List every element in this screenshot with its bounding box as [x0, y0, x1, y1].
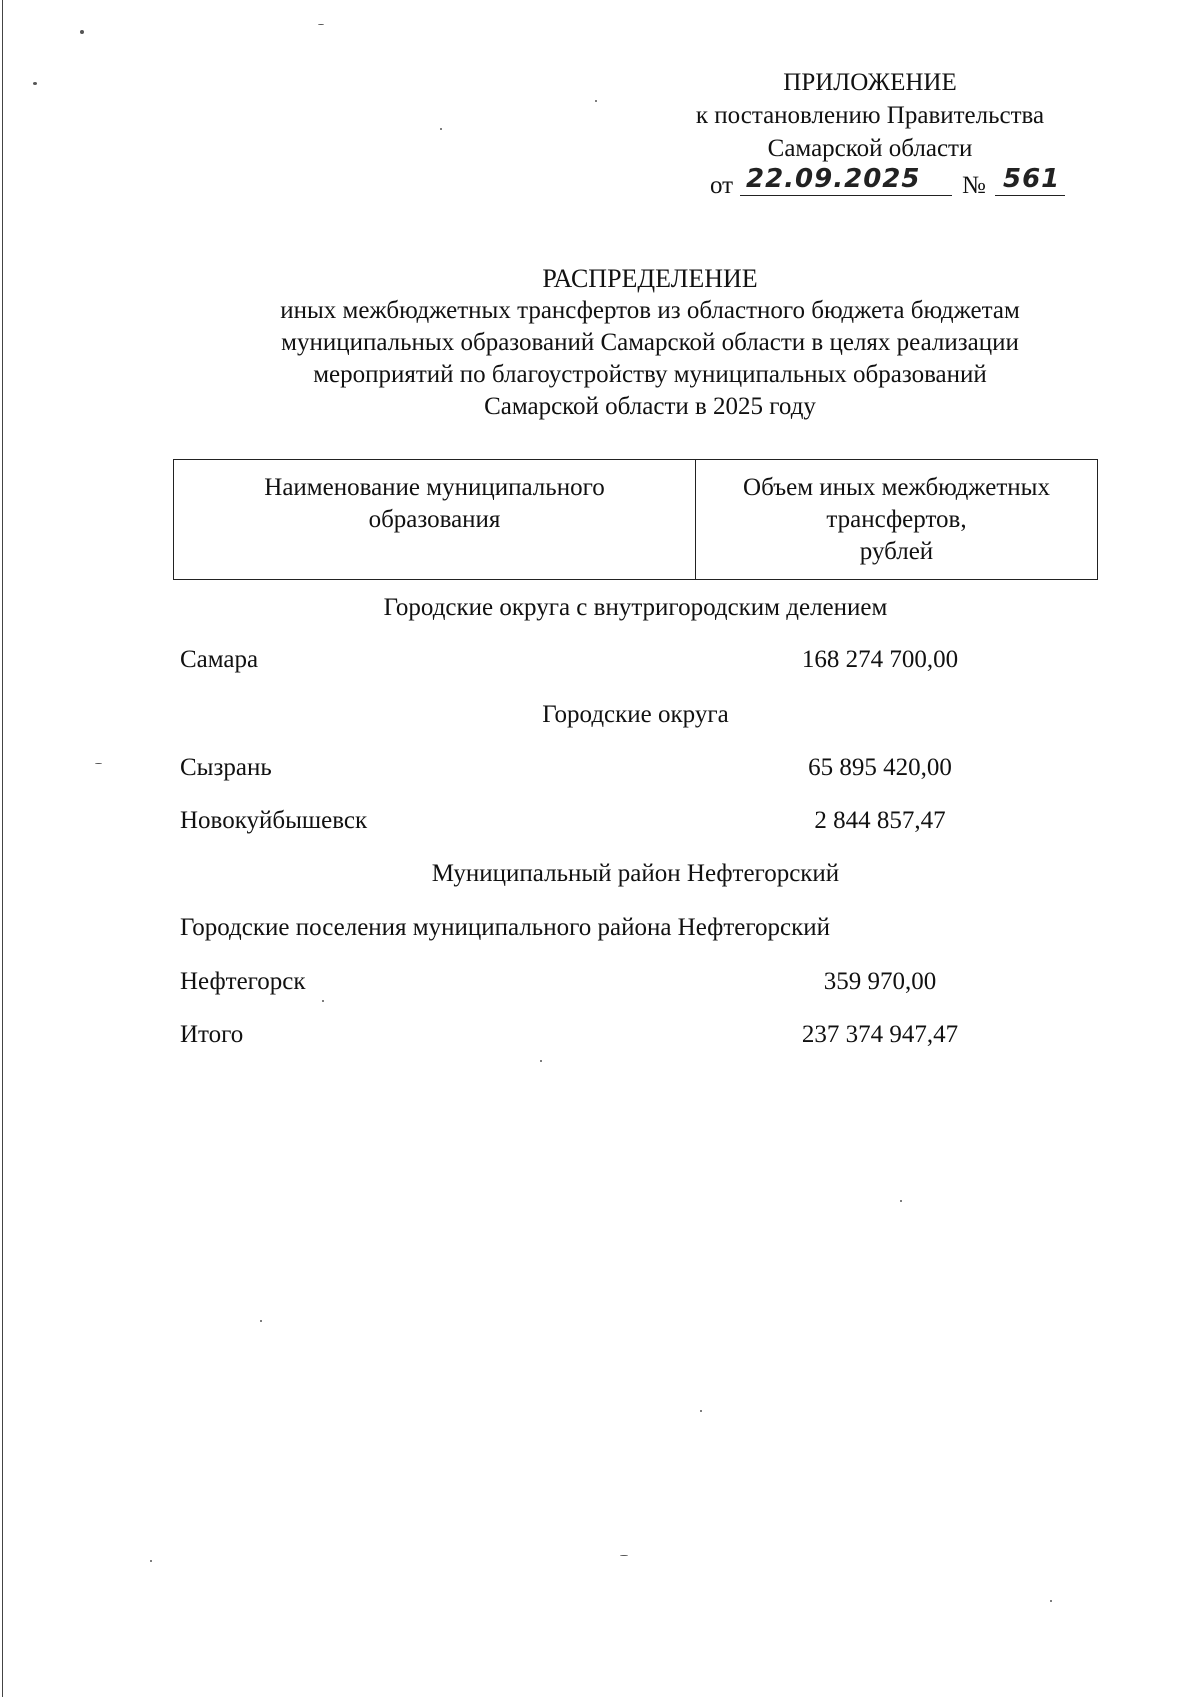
scan-speck [150, 1560, 152, 1562]
scan-speck [80, 30, 84, 34]
appendix-title: ПРИЛОЖЕНИЕ [783, 69, 957, 96]
document-subtitle-line: иных межбюджетных трансфертов из областного бюджета бюджетам [280, 297, 1020, 324]
row-amount: 2 844 857,47 [814, 807, 946, 834]
header-cell-name-line: Наименование муниципального [264, 474, 605, 501]
header-cell-amount-line: трансфертов, [826, 506, 967, 533]
total-amount: 237 374 947,47 [801, 1021, 959, 1048]
handwritten-date: 22.09.2025 [746, 164, 921, 194]
document-subtitle-line: муниципальных образований Самарской области в целях реализации [281, 329, 1019, 356]
section-subtitle: Городские поселения муниципального района Нефтегорский [180, 914, 830, 941]
row-name: Сызрань [180, 754, 272, 781]
header-cell-amount-line: Объем иных межбюджетных [743, 474, 1050, 501]
scan-speck [95, 763, 102, 764]
header-cell-name [174, 460, 696, 579]
date-field [740, 165, 952, 196]
total-label: Итого [180, 1021, 244, 1048]
document-subtitle-line: мероприятий по благоустройству муниципальных образований [313, 361, 987, 388]
scan-speck [1050, 1600, 1052, 1602]
scan-speck [540, 1060, 542, 1062]
section-title: Муниципальный район Нефтегорский [431, 860, 840, 887]
handwritten-number: 561 [1003, 164, 1061, 194]
row-name: Нефтегорск [180, 968, 306, 995]
page-left-edge [2, 0, 3, 1697]
number-label: № [962, 172, 986, 199]
document-heading: РАСПРЕДЕЛЕНИЕ [542, 264, 758, 293]
appendix-date-line [620, 165, 1120, 203]
scan-speck [33, 82, 37, 85]
appendix-line-1: к постановлению Правительства [695, 102, 1045, 129]
scan-speck [700, 1410, 702, 1412]
header-cell-amount-line: рублей [859, 538, 934, 565]
row-name: Новокуйбышевск [180, 807, 368, 834]
row-name: Самара [180, 646, 259, 673]
table-header [173, 459, 1098, 580]
scan-speck [322, 1000, 324, 1002]
header-cell-name-line: образования [368, 506, 501, 533]
document-title-block [200, 263, 1100, 423]
header-cell-amount [696, 460, 1097, 579]
section-title: Городские округа [542, 701, 729, 728]
section-title: Городские округа с внутригородским делением [383, 594, 888, 621]
scan-speck [260, 1320, 262, 1322]
scan-speck [620, 1555, 628, 1556]
date-prefix: от [710, 172, 734, 199]
appendix-line-2: Самарской области [767, 135, 973, 162]
appendix-header [620, 66, 1120, 203]
row-amount: 168 274 700,00 [801, 646, 959, 673]
scan-speck [440, 128, 442, 130]
document-subtitle-line: Самарской области в 2025 году [484, 393, 816, 420]
row-amount: 359 970,00 [823, 968, 937, 995]
scan-speck [318, 24, 324, 25]
scan-speck [595, 100, 597, 102]
scan-speck [900, 1200, 902, 1202]
number-field [995, 165, 1065, 196]
row-amount: 65 895 420,00 [808, 754, 952, 781]
